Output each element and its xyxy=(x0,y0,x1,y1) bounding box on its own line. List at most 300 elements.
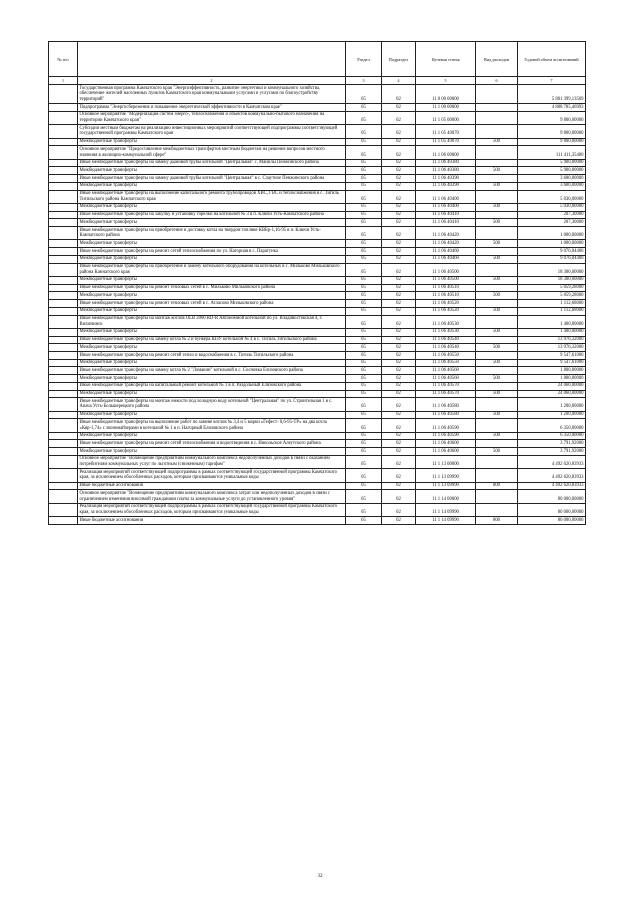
row-number-cell xyxy=(49,182,78,190)
row-razdel-cell: 05 xyxy=(346,263,382,276)
row-name-cell: Иные межбюджетные трансферты на ремонт тепловых сетей в с. Мильково Мильковского района xyxy=(78,284,346,292)
row-number-cell xyxy=(49,352,78,360)
row-name-cell: Основное мероприятие "Возмещение предприятиям коммунального комплекса недополученных доходов в связи с оказанием потребителям коммунальных услуг по льготным (сниженным) тарифам" xyxy=(78,455,346,468)
row-number-cell xyxy=(49,203,78,211)
row-razdel-cell: 05 xyxy=(346,352,382,360)
row-number-cell xyxy=(49,336,78,344)
row-vid-cell: 500 xyxy=(476,240,518,248)
row-number-cell xyxy=(49,125,78,138)
table-row xyxy=(49,367,586,375)
row-target-cell: 11 0 00 00000 xyxy=(416,85,476,104)
header-vid: Вид расходов xyxy=(476,42,518,77)
row-target-cell: 11 1 06 40540 xyxy=(416,344,476,352)
row-sum-cell: 1 000,00000 xyxy=(518,240,586,248)
table-row xyxy=(49,517,586,525)
row-number-cell xyxy=(49,398,78,411)
row-podrazdel-cell: 02 xyxy=(382,263,416,276)
col-number: 7 xyxy=(518,77,586,85)
row-number-cell xyxy=(49,315,78,328)
row-sum-cell: 24 060,00000 xyxy=(518,390,586,398)
row-sum-cell: 1 400,00000 xyxy=(518,328,586,336)
row-target-cell: 11 1 06 40400 xyxy=(416,190,476,203)
row-number-cell xyxy=(49,490,78,503)
row-razdel-cell: 05 xyxy=(346,104,382,112)
row-podrazdel-cell: 02 xyxy=(382,367,416,375)
table-row xyxy=(49,111,586,124)
row-sum-cell: 24 060,00000 xyxy=(518,382,586,390)
row-razdel-cell: 05 xyxy=(346,440,382,448)
table-row xyxy=(49,411,586,419)
row-razdel-cell: 05 xyxy=(346,307,382,315)
row-name-cell: Основное мероприятие "Предоставление межбюджетных трансфертов местным бюджетам на решение вопросов местного значения в жилищно-коммунальной сфере" xyxy=(78,146,346,159)
row-podrazdel-cell: 02 xyxy=(382,219,416,227)
table-row xyxy=(49,359,586,367)
row-number-cell xyxy=(49,382,78,390)
row-name-cell: Основное мероприятие "Модернизация систем энерго-, теплоснабжения и объектов коммунально-бытового назначения на территории Камчатского края" xyxy=(78,111,346,124)
row-razdel-cell: 05 xyxy=(346,482,382,490)
table-row xyxy=(49,503,586,516)
row-razdel-cell: 05 xyxy=(346,167,382,175)
row-name-cell: Иные межбюджетные трансферты на замену котла № 2 и бункера ШЗУ котельной № 4 в с. Тигиль Тигильского района xyxy=(78,336,346,344)
row-name-cell: Межбюджетные трансферты xyxy=(78,292,346,300)
row-name-cell: Иные межбюджетные трансферты на монтаж котлов OLB 2000 RD-R Автономной котельной по ул. Владивостокская 4, г. Вилючинск xyxy=(78,315,346,328)
row-target-cell: 11 1 06 40520 xyxy=(416,307,476,315)
row-target-cell: 11 1 06 40410 xyxy=(416,219,476,227)
row-number-cell xyxy=(49,375,78,383)
row-name-cell: Подпрограмма "Энергосбережение и повышение энергетической эффективности в Камчатском крае" xyxy=(78,104,346,112)
row-name-cell: Иные межбюджетные трансферты на приобретение и замену котельного оборудования на котельных в с. Мильково Мильковского района Камчатского края xyxy=(78,263,346,276)
row-target-cell: 11 1 06 40580 xyxy=(416,398,476,411)
row-target-cell: 11 1 06 40390 xyxy=(416,182,476,190)
row-name-cell: Иные межбюджетные трансферты на замену дымовой трубы котельной "Центральная" в с. Слаутное Пенжинского района xyxy=(78,175,346,183)
row-podrazdel-cell: 02 xyxy=(382,211,416,219)
table-row xyxy=(49,248,586,256)
row-number-cell xyxy=(49,411,78,419)
row-podrazdel-cell: 02 xyxy=(382,448,416,456)
row-sum-cell: 1 800,00000 xyxy=(518,367,586,375)
row-podrazdel-cell: 02 xyxy=(382,503,416,516)
table-row xyxy=(49,104,586,112)
row-razdel-cell: 05 xyxy=(346,211,382,219)
row-target-cell: 11 1 06 40420 xyxy=(416,240,476,248)
row-target-cell: 11 1 06 40500 xyxy=(416,276,476,284)
row-vid-cell: 500 xyxy=(476,203,518,211)
row-sum-cell: 1 200,00000 xyxy=(518,398,586,411)
row-sum-cell: 207,30000 xyxy=(518,211,586,219)
table-row xyxy=(49,227,586,240)
row-podrazdel-cell: 02 xyxy=(382,411,416,419)
row-target-cell: 11 1 06 40550 xyxy=(416,359,476,367)
table-row xyxy=(49,419,586,432)
row-name-cell: Межбюджетные трансферты xyxy=(78,411,346,419)
row-number-cell xyxy=(49,448,78,456)
row-razdel-cell: 05 xyxy=(346,138,382,146)
row-number-cell xyxy=(49,390,78,398)
row-target-cell: 11 1 06 40540 xyxy=(416,336,476,344)
row-number-cell xyxy=(49,159,78,167)
row-razdel-cell: 05 xyxy=(346,276,382,284)
row-razdel-cell: 05 xyxy=(346,448,382,456)
row-vid-cell xyxy=(476,190,518,203)
table-row xyxy=(49,448,586,456)
row-podrazdel-cell: 02 xyxy=(382,284,416,292)
row-sum-cell: 18 300,00000 xyxy=(518,263,586,276)
row-number-cell xyxy=(49,276,78,284)
row-sum-cell: 5 059,28000 xyxy=(518,292,586,300)
row-number-cell xyxy=(49,104,78,112)
row-number-cell xyxy=(49,292,78,300)
row-vid-cell: 500 xyxy=(476,167,518,175)
row-podrazdel-cell: 02 xyxy=(382,300,416,308)
row-vid-cell: 500 xyxy=(476,359,518,367)
row-podrazdel-cell: 02 xyxy=(382,190,416,203)
row-razdel-cell: 05 xyxy=(346,411,382,419)
row-sum-cell: 80 000,00000 xyxy=(518,503,586,516)
row-number-cell xyxy=(49,455,78,468)
row-target-cell: 11 1 06 40570 xyxy=(416,390,476,398)
row-vid-cell xyxy=(476,227,518,240)
row-razdel-cell: 05 xyxy=(346,359,382,367)
row-sum-cell: 1 400,00000 xyxy=(518,315,586,328)
row-number-cell xyxy=(49,255,78,263)
row-sum-cell: 4 888 785,46993 xyxy=(518,104,586,112)
row-razdel-cell: 05 xyxy=(346,248,382,256)
row-sum-cell: 6 350,00000 xyxy=(518,419,586,432)
row-vid-cell xyxy=(476,367,518,375)
row-razdel-cell: 05 xyxy=(346,503,382,516)
row-vid-cell xyxy=(476,336,518,344)
row-target-cell: 11 1 06 40460 xyxy=(416,248,476,256)
row-sum-cell: 5 059,28000 xyxy=(518,284,586,292)
row-vid-cell: 500 xyxy=(476,328,518,336)
row-podrazdel-cell: 02 xyxy=(382,175,416,183)
row-sum-cell: 9 800,00000 xyxy=(518,138,586,146)
table-row xyxy=(49,211,586,219)
row-podrazdel-cell: 02 xyxy=(382,138,416,146)
table-row xyxy=(49,190,586,203)
row-vid-cell xyxy=(476,469,518,482)
row-sum-cell: 9 076,04400 xyxy=(518,255,586,263)
row-number-cell xyxy=(49,240,78,248)
row-name-cell: Межбюджетные трансферты xyxy=(78,307,346,315)
row-razdel-cell: 05 xyxy=(346,146,382,159)
table-row xyxy=(49,328,586,336)
row-name-cell: Межбюджетные трансферты xyxy=(78,344,346,352)
row-number-cell xyxy=(49,300,78,308)
row-sum-cell: 13 976,32000 xyxy=(518,344,586,352)
row-sum-cell: 9 547,61000 xyxy=(518,352,586,360)
row-vid-cell xyxy=(476,111,518,124)
row-name-cell: Иные межбюджетные трансферты на ремонт сетей теплоснабжения и водоотведения в с. Никольское Алеутского района xyxy=(78,440,346,448)
row-razdel-cell: 05 xyxy=(346,182,382,190)
row-name-cell: Иные бюджетные ассигнования xyxy=(78,517,346,525)
table-row xyxy=(49,292,586,300)
header-razdel: Раздел xyxy=(346,42,382,77)
row-podrazdel-cell: 02 xyxy=(382,167,416,175)
row-podrazdel-cell: 02 xyxy=(382,390,416,398)
table-row xyxy=(49,382,586,390)
col-number: 6 xyxy=(476,77,518,85)
row-razdel-cell: 05 xyxy=(346,284,382,292)
row-razdel-cell: 05 xyxy=(346,292,382,300)
row-target-cell: 11 1 14 09990 xyxy=(416,503,476,516)
table-row xyxy=(49,240,586,248)
row-razdel-cell: 05 xyxy=(346,300,382,308)
row-razdel-cell: 05 xyxy=(346,344,382,352)
row-sum-cell: 3 791,92000 xyxy=(518,448,586,456)
row-number-cell xyxy=(49,138,78,146)
table-row xyxy=(49,182,586,190)
row-sum-cell: 13 976,32000 xyxy=(518,336,586,344)
row-vid-cell xyxy=(476,455,518,468)
row-target-cell: 11 1 05 00000 xyxy=(416,111,476,124)
row-name-cell: Межбюджетные трансферты xyxy=(78,203,346,211)
row-target-cell: 11 1 06 40500 xyxy=(416,263,476,276)
row-vid-cell: 500 xyxy=(476,344,518,352)
row-podrazdel-cell: 02 xyxy=(382,203,416,211)
row-vid-cell: 500 xyxy=(476,182,518,190)
row-number-cell xyxy=(49,328,78,336)
table-row xyxy=(49,85,586,104)
row-podrazdel-cell: 02 xyxy=(382,111,416,124)
row-target-cell: 11 1 05 40070 xyxy=(416,125,476,138)
row-vid-cell: 500 xyxy=(476,307,518,315)
col-number: 2 xyxy=(78,77,346,85)
row-razdel-cell: 05 xyxy=(346,490,382,503)
row-vid-cell xyxy=(476,125,518,138)
row-vid-cell: 800 xyxy=(476,482,518,490)
row-sum-cell: 111 411,35400 xyxy=(518,146,586,159)
row-name-cell: Межбюджетные трансферты xyxy=(78,138,346,146)
row-vid-cell xyxy=(476,315,518,328)
table-row xyxy=(49,159,586,167)
row-podrazdel-cell: 02 xyxy=(382,440,416,448)
row-razdel-cell: 05 xyxy=(346,375,382,383)
row-sum-cell: 207,30000 xyxy=(518,219,586,227)
row-target-cell: 11 1 06 40390 xyxy=(416,175,476,183)
table-row xyxy=(49,440,586,448)
table-row xyxy=(49,482,586,490)
row-name-cell: Субсидии местным бюджетам на реализацию инвестиционных мероприятий соответствующей подпрограммы соответствующей государственной программы Камчатского края xyxy=(78,125,346,138)
table-row xyxy=(49,255,586,263)
row-sum-cell: 5 900,00000 xyxy=(518,159,586,167)
row-name-cell: Межбюджетные трансферты xyxy=(78,255,346,263)
col-number: 1 xyxy=(49,77,78,85)
row-vid-cell: 500 xyxy=(476,276,518,284)
row-razdel-cell: 05 xyxy=(346,336,382,344)
row-podrazdel-cell: 02 xyxy=(382,85,416,104)
row-podrazdel-cell: 02 xyxy=(382,276,416,284)
row-number-cell xyxy=(49,503,78,516)
row-razdel-cell: 05 xyxy=(346,382,382,390)
row-target-cell: 11 1 06 00000 xyxy=(416,146,476,159)
row-sum-cell: 1 200,00000 xyxy=(518,411,586,419)
col-number: 5 xyxy=(416,77,476,85)
row-sum-cell: 4 492 620,83933 xyxy=(518,469,586,482)
row-target-cell: 11 1 06 40380 xyxy=(416,167,476,175)
row-target-cell: 11 1 06 40570 xyxy=(416,382,476,390)
row-vid-cell: 500 xyxy=(476,390,518,398)
row-podrazdel-cell: 02 xyxy=(382,455,416,468)
row-name-cell: Иные межбюджетные трансферты на капитальный ремонт котельной № 1 в п. Раздольный Елизовского района xyxy=(78,382,346,390)
row-sum-cell: 80 000,00000 xyxy=(518,490,586,503)
table-row xyxy=(49,307,586,315)
row-podrazdel-cell: 02 xyxy=(382,292,416,300)
row-razdel-cell: 05 xyxy=(346,85,382,104)
table-row xyxy=(49,138,586,146)
row-target-cell: 11 1 13 00000 xyxy=(416,455,476,468)
table-row xyxy=(49,175,586,183)
row-target-cell: 11 1 06 40550 xyxy=(416,352,476,360)
row-sum-cell: 18 300,00000 xyxy=(518,276,586,284)
row-target-cell: 11 1 00 00000 xyxy=(416,104,476,112)
row-vid-cell: 500 xyxy=(476,219,518,227)
row-podrazdel-cell: 02 xyxy=(382,432,416,440)
page-number: 32 xyxy=(317,874,323,879)
row-razdel-cell: 05 xyxy=(346,240,382,248)
table-row xyxy=(49,352,586,360)
row-razdel-cell: 05 xyxy=(346,517,382,525)
row-razdel-cell: 05 xyxy=(346,419,382,432)
row-razdel-cell: 05 xyxy=(346,432,382,440)
row-podrazdel-cell: 02 xyxy=(382,382,416,390)
row-vid-cell: 500 xyxy=(476,448,518,456)
row-target-cell: 11 1 06 40600 xyxy=(416,440,476,448)
row-sum-cell: 5 030,00000 xyxy=(518,190,586,203)
row-number-cell xyxy=(49,111,78,124)
row-razdel-cell: 05 xyxy=(346,111,382,124)
row-name-cell: Межбюджетные трансферты xyxy=(78,219,346,227)
row-target-cell: 11 1 06 40530 xyxy=(416,315,476,328)
row-number-cell xyxy=(49,284,78,292)
row-razdel-cell: 05 xyxy=(346,328,382,336)
column-number-row xyxy=(49,77,586,85)
row-razdel-cell: 05 xyxy=(346,219,382,227)
row-sum-cell: 80 000,00000 xyxy=(518,517,586,525)
row-vid-cell xyxy=(476,382,518,390)
row-podrazdel-cell: 02 xyxy=(382,315,416,328)
row-vid-cell: 500 xyxy=(476,375,518,383)
row-podrazdel-cell: 02 xyxy=(382,104,416,112)
row-number-cell xyxy=(49,432,78,440)
table-row xyxy=(49,146,586,159)
row-name-cell: Межбюджетные трансферты xyxy=(78,167,346,175)
row-sum-cell: 9 800,00000 xyxy=(518,111,586,124)
row-number-cell xyxy=(49,167,78,175)
row-number-cell xyxy=(49,248,78,256)
table-body xyxy=(49,85,586,525)
row-razdel-cell: 05 xyxy=(346,203,382,211)
row-podrazdel-cell: 02 xyxy=(382,240,416,248)
table-row xyxy=(49,167,586,175)
header-podrazdel: Подраздел xyxy=(382,42,416,77)
row-name-cell: Иные межбюджетные трансферты на закупку и установку горелки на котельной № 3 в п. Ключи Усть-Камчатского района xyxy=(78,211,346,219)
row-target-cell: 11 1 06 40580 xyxy=(416,411,476,419)
row-target-cell: 11 1 06 40590 xyxy=(416,432,476,440)
table-row xyxy=(49,390,586,398)
row-name-cell: Иные межбюджетные трансферты на выполнение работ по замене котлов № 3,4 и 5 марки «Гефест- 0,6-95-ТР» на два котла «Квр-1,74» с экономайзерами в котельной № 1 в п. Нагорный Елизовского района xyxy=(78,419,346,432)
row-vid-cell xyxy=(476,419,518,432)
row-name-cell: Межбюджетные трансферты xyxy=(78,432,346,440)
row-sum-cell: 4 492 620,83933 xyxy=(518,482,586,490)
row-number-cell xyxy=(49,146,78,159)
row-sum-cell: 5 801 399,13569 xyxy=(518,85,586,104)
row-podrazdel-cell: 02 xyxy=(382,352,416,360)
row-sum-cell: 1 112,68000 xyxy=(518,300,586,308)
row-podrazdel-cell: 02 xyxy=(382,328,416,336)
row-name-cell: Иные межбюджетные трансферты на выполнение капитального ремонта трубопроводов ХВС, ГВС и теплоснабжения в с. Тигиль Тигильского района Камчатского края xyxy=(78,190,346,203)
row-name-cell: Реализация мероприятий соответствующей подпрограммы в рамках соответствующей государственной программы Камчатского края, за исключением обособленных расходов, которым присваиваются уникальные коды xyxy=(78,469,346,482)
row-vid-cell: 800 xyxy=(476,517,518,525)
row-vid-cell xyxy=(476,104,518,112)
row-target-cell: 11 1 06 40510 xyxy=(416,292,476,300)
row-number-cell xyxy=(49,227,78,240)
row-razdel-cell: 05 xyxy=(346,367,382,375)
row-sum-cell: 9 547,61000 xyxy=(518,359,586,367)
row-razdel-cell: 05 xyxy=(346,175,382,183)
table-row xyxy=(49,490,586,503)
row-name-cell: Межбюджетные трансферты xyxy=(78,375,346,383)
header-target: Целевая статья xyxy=(416,42,476,77)
row-vid-cell xyxy=(476,398,518,411)
row-podrazdel-cell: 02 xyxy=(382,248,416,256)
row-podrazdel-cell: 02 xyxy=(382,336,416,344)
row-sum-cell: 9 800,00000 xyxy=(518,125,586,138)
table-row xyxy=(49,432,586,440)
row-number-cell xyxy=(49,190,78,203)
row-vid-cell: 500 xyxy=(476,292,518,300)
table-row xyxy=(49,276,586,284)
header-sum: Годовой объем ассигнований xyxy=(518,42,586,77)
row-vid-cell xyxy=(476,146,518,159)
row-name-cell: Межбюджетные трансферты xyxy=(78,328,346,336)
row-name-cell: Межбюджетные трансферты xyxy=(78,276,346,284)
row-name-cell: Межбюджетные трансферты xyxy=(78,390,346,398)
row-vid-cell xyxy=(476,211,518,219)
row-target-cell: 11 1 06 40380 xyxy=(416,159,476,167)
header-name xyxy=(78,42,346,77)
row-vid-cell xyxy=(476,440,518,448)
row-podrazdel-cell: 02 xyxy=(382,490,416,503)
row-number-cell xyxy=(49,517,78,525)
row-name-cell: Иные межбюджетные трансферты на ремонт сетей теплоснабжения по ул. Нагорная в с. Паратунка xyxy=(78,248,346,256)
row-podrazdel-cell: 02 xyxy=(382,182,416,190)
row-razdel-cell: 05 xyxy=(346,255,382,263)
row-vid-cell: 500 xyxy=(476,432,518,440)
row-name-cell: Иные бюджетные ассигнования xyxy=(78,482,346,490)
row-number-cell xyxy=(49,263,78,276)
row-vid-cell xyxy=(476,352,518,360)
row-vid-cell xyxy=(476,490,518,503)
row-podrazdel-cell: 02 xyxy=(382,159,416,167)
row-razdel-cell: 05 xyxy=(346,190,382,203)
row-target-cell: 11 1 06 40520 xyxy=(416,300,476,308)
row-number-cell xyxy=(49,367,78,375)
table-row xyxy=(49,284,586,292)
row-vid-cell: 500 xyxy=(476,255,518,263)
row-name-cell: Основное мероприятие "Возмещение предприятиям коммунального комплекса затрат или недополученных доходов в связи с ограничением изменения вносимой гражданами платы за коммунальные услуги до установленного уровня" xyxy=(78,490,346,503)
row-name-cell: Межбюджетные трансферты xyxy=(78,448,346,456)
row-vid-cell: 500 xyxy=(476,411,518,419)
row-name-cell: Иные межбюджетные трансферты на ремонт тепловых сетей в с. Атласово Мильковского района xyxy=(78,300,346,308)
row-number-cell xyxy=(49,440,78,448)
row-sum-cell: 3 600,00000 xyxy=(518,175,586,183)
row-number-cell xyxy=(49,482,78,490)
row-podrazdel-cell: 02 xyxy=(382,482,416,490)
row-name-cell: Иные межбюджетные трансферты на монтаж емкости под холодную воду котельной "Центральная" по ул. Строительная 1 в с. Апача Усть-Большерецкого района xyxy=(78,398,346,411)
row-podrazdel-cell: 02 xyxy=(382,146,416,159)
row-target-cell: 11 1 06 40530 xyxy=(416,328,476,336)
